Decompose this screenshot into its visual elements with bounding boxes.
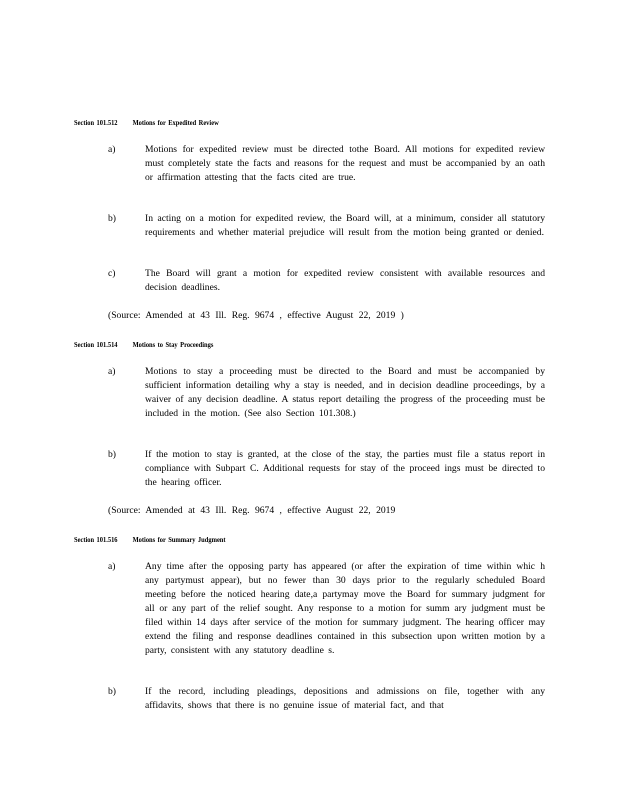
subsection-label: c)	[108, 268, 116, 279]
subsection-label: a)	[108, 144, 116, 155]
subsection-text: The Board will grant a motion for expedited review consistent with available resources and decision deadlines.	[145, 268, 545, 293]
subsection-text: Any time after the opposing party has appeared (or after the expiration of time within whic h any partymust appear), but no fewer than 30 days prior to the regularly scheduled Board meeting before the noticed hearing date,a partymay move the Board for summary judgment for all or any part of the relief sought. Any response to a motion for summ ary judgment must be filed within 14 days after service of the motion for summary judgment. The hearing officer may extend the filing and response deadlines contained in this subsection upon written motion by a party, consistent with any statutory deadline s.	[145, 561, 545, 656]
subsection-label: b)	[108, 449, 116, 460]
subsection	[108, 143, 544, 199]
source-note: (Source: Amended at 43 Ill. Reg. 9674 , effective August 22, 2019 )	[108, 310, 404, 321]
subsection-label: b)	[108, 686, 116, 697]
subsection-label: a)	[108, 366, 116, 377]
section-heading	[74, 118, 219, 127]
subsection-text: Motions to stay a proceeding must be directed to the Board and must be accompanied by sufficient information detailing why a stay is needed, and in decision deadline proceedings, by a waiver of any decision deadline. A status report detailing the progress of the proceeding must be included in the motion. (See also Section 101.308.)	[145, 366, 545, 419]
subsection-text: If the record, including pleadings, depositions and admissions on file, together with any affidavits, shows that there is no genuine issue of material fact, and that	[145, 686, 545, 711]
subsection-label: b)	[108, 213, 116, 224]
subsection	[108, 685, 544, 713]
subsection-text: In acting on a motion for expedited review, the Board will, at a minimum, consider all statutory requirements and whether material prejudice will result from the motion being granted or denied.	[145, 213, 545, 238]
source-note: (Source: Amended at 43 Ill. Reg. 9674 , effective August 22, 2019	[108, 505, 396, 516]
section-heading	[74, 340, 213, 349]
section-title: Motions to Stay Proceedings	[132, 340, 214, 349]
subsection	[108, 267, 544, 295]
section-heading	[74, 535, 226, 544]
section-title: Motions for Expedited Review	[132, 118, 219, 127]
section-title: Motions for Summary Judgment	[132, 535, 226, 544]
subsection-label: a)	[108, 561, 116, 572]
section-number: Section 101.514	[74, 340, 118, 349]
subsection-text: Motions for expedited review must be directed tothe Board. All motions for expedited review must completely state the facts and reasons for the request and must be accompanied by an oath or affirmation attesting that the facts cited are true.	[145, 144, 545, 183]
subsection	[108, 212, 544, 254]
subsection	[108, 448, 544, 490]
subsection	[108, 560, 544, 672]
subsection	[108, 365, 544, 435]
section-number: Section 101.512	[74, 118, 118, 127]
subsection-text: If the motion to stay is granted, at the close of the stay, the parties must file a status report in compliance with Subpart C. Additional requests for stay of the proceed ings must be directed to the hearing officer.	[145, 449, 545, 488]
section-number: Section 101.516	[74, 535, 118, 544]
